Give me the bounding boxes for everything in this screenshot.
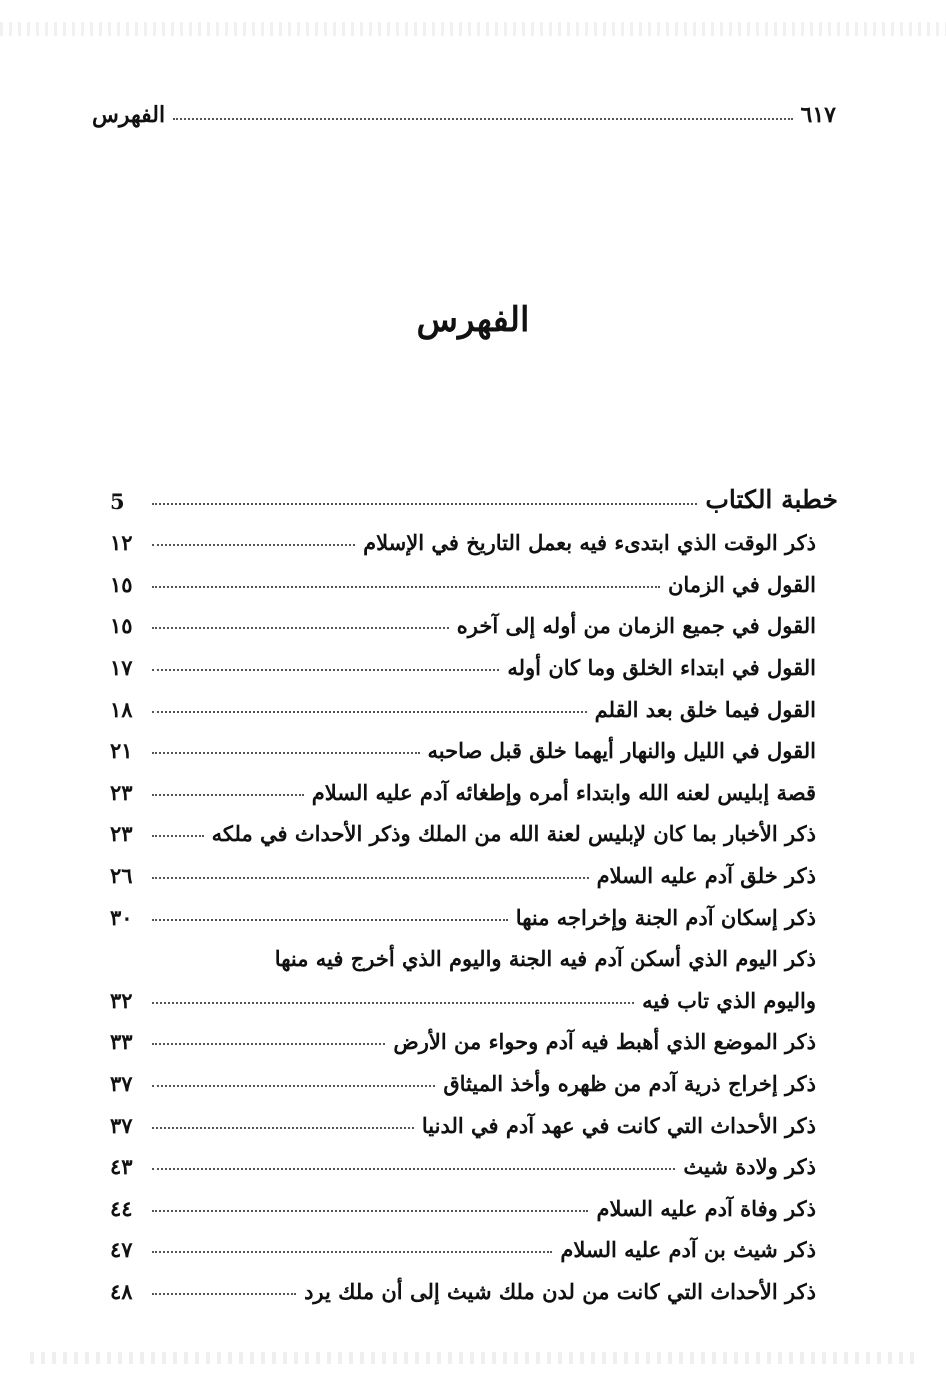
toc-entry-label: خطبة الكتاب: [705, 484, 838, 514]
running-header-page-number: ٦١٧: [800, 102, 836, 128]
toc-entry-label: القول فيما خلق بعد القلم: [594, 696, 816, 722]
toc-entry-page-number: ٣٢: [110, 987, 133, 1013]
leader-dots: [152, 1085, 435, 1087]
leader-dots: [152, 544, 355, 546]
toc-entry-label: ذكر شيث بن آدم عليه السلام: [560, 1237, 816, 1263]
toc-entry: [110, 930, 838, 972]
toc-entry-label: ذكر الأخبار بما كان لإبليس لعنة الله من الملك وذكر الأحداث في ملكه: [211, 821, 816, 847]
toc-entry: [110, 971, 838, 1013]
toc-entry-page-number: ٣٠: [110, 904, 133, 930]
leader-dots: [152, 711, 587, 713]
toc-entry: [110, 555, 838, 597]
toc-entry-label: ذكر الوقت الذي ابتدىء فيه بعمل التاريخ في الإسلام: [363, 530, 816, 556]
toc-entry-page-number: ١٥: [110, 613, 133, 639]
toc-entry-page-number: ٢٦: [110, 862, 133, 888]
leader-dots: [152, 1127, 414, 1129]
leader-dots: [152, 1168, 675, 1170]
leader-dots: [152, 1251, 552, 1253]
toc-entry-page-number: ٢١: [110, 738, 133, 764]
toc-entry-label: ذكر ولادة شيث: [683, 1154, 816, 1180]
toc-entry-label: ذكر إسكان آدم الجنة وإخراجه منها: [515, 904, 816, 930]
toc-entry: [110, 722, 838, 764]
toc-entry: [110, 514, 838, 556]
toc-entry: [110, 888, 838, 930]
leader-dots: [152, 586, 660, 588]
leader-dots: [152, 503, 697, 505]
toc-entry-label: ذكر اليوم الذي أسكن آدم فيه الجنة واليوم الذي أخرج فيه منها: [274, 946, 816, 972]
toc-entry: [110, 763, 838, 805]
leader-dots: [152, 1043, 385, 1045]
toc-entry-page-number: ١٢: [110, 530, 133, 556]
toc-entry-page-number: ٤٤: [110, 1195, 133, 1221]
toc-entry: [110, 846, 838, 888]
toc-entry: [110, 680, 838, 722]
leader-dots: [152, 1210, 588, 1212]
toc-entry-page-number: ٤٧: [110, 1237, 133, 1263]
toc-entry-label: القول في الزمان: [667, 571, 816, 597]
toc-entry: [110, 1221, 838, 1263]
toc-entry-page-number: ٣٧: [110, 1070, 133, 1096]
toc-entry: [110, 1096, 838, 1138]
toc-entry-page-number: ١٥: [110, 571, 133, 597]
toc-entry-label: ذكر الأحداث التي كانت في عهد آدم في الدنيا: [421, 1112, 816, 1138]
toc-entry-label: ذكر الموضع الذي أهبط فيه آدم وحواء من الأرض: [393, 1029, 816, 1055]
toc-entry-label: ذكر إخراج ذرية آدم من ظهره وأخذ الميثاق: [443, 1070, 816, 1096]
toc-entry-label: القول في ابتداء الخلق وما كان أوله: [507, 654, 816, 680]
toc-entry-label: قصة إبليس لعنه الله وابتداء أمره وإطغائه آدم عليه السلام: [311, 779, 816, 805]
toc-entry: [110, 1179, 838, 1221]
toc-entry: [110, 1138, 838, 1180]
leader-dots: [152, 669, 499, 671]
toc-entry-page-number: ٢٣: [110, 821, 133, 847]
leader-dots: [152, 794, 304, 796]
toc-entry: [110, 597, 838, 639]
toc-entry-page-number: ٣٧: [110, 1112, 133, 1138]
toc-entry-page-number: ١٧: [110, 654, 133, 680]
toc-entry-page-number: ٤٨: [110, 1278, 133, 1304]
toc-entry-label: ذكر الأحداث التي كانت من لدن ملك شيث إلى أن ملك يرد: [304, 1278, 816, 1304]
toc-entry-label: ذكر خلق آدم عليه السلام: [596, 862, 816, 888]
toc-section-heading: [110, 472, 838, 514]
toc-entry: [110, 1054, 838, 1096]
toc-entry-label: واليوم الذي تاب فيه: [642, 987, 816, 1013]
leader-dots: [152, 1293, 296, 1295]
page-title: الفهرس: [416, 300, 530, 340]
toc-entry: [110, 638, 838, 680]
leader-dots: [152, 1002, 634, 1004]
toc-entry-page-number: 5: [110, 488, 125, 514]
table-of-contents: [110, 472, 838, 1304]
toc-entry-page-number: ١٨: [110, 696, 133, 722]
toc-entry: [110, 1262, 838, 1304]
scan-noise-bottom: [30, 1352, 920, 1364]
toc-entry: [110, 1013, 838, 1055]
running-header: [92, 96, 836, 128]
toc-entry-page-number: ٢٣: [110, 779, 133, 805]
toc-entry-label: القول في جميع الزمان من أوله إلى آخره: [456, 613, 816, 639]
leader-dots: [152, 835, 204, 837]
leader-dots: [152, 877, 589, 879]
toc-entry-label: القول في الليل والنهار أيهما خلق قبل صاحبه: [427, 738, 816, 764]
leader-dots: [173, 118, 792, 120]
leader-dots: [152, 752, 420, 754]
running-header-title: الفهرس: [92, 102, 166, 128]
toc-entry: [110, 805, 838, 847]
scan-noise-top: [0, 22, 946, 36]
leader-dots: [152, 627, 449, 629]
leader-dots: [152, 919, 508, 921]
toc-entry-page-number: ٣٣: [110, 1029, 133, 1055]
toc-entry-page-number: ٤٣: [110, 1154, 133, 1180]
toc-entry-label: ذكر وفاة آدم عليه السلام: [596, 1195, 816, 1221]
